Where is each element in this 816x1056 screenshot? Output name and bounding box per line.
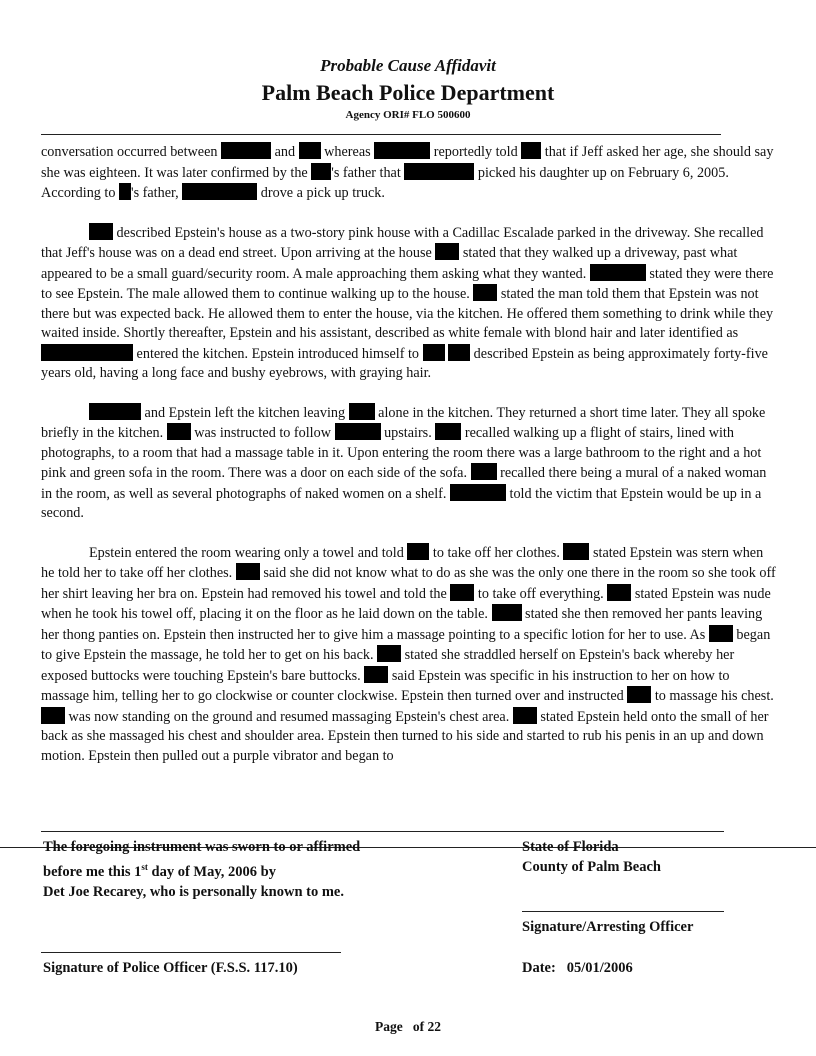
redaction-box [311, 163, 331, 180]
redaction-box [513, 707, 537, 724]
redaction-box [374, 142, 430, 159]
redaction-box [167, 423, 191, 440]
paragraph-2: described Epstein's house as a two-story pink house with a Cadillac Escalade parked in the driveway. She recalled that Jeff's house was on a dead end street. Upon arriving at the house stated that they walked up a driveway, past what appeared to be a small guard/security room. A male approaching them asking what they wanted. stated they were there to see Epstein. The male allowed them to continue walking up to the house. stated the man told them that Epstein was not there but was expected back. He allowed them to enter the house, via the kitchen. He offered them something to drink while they waited inside. Shortly thereafter, Epstein and his assistant, described as white female with blond hair and later identified as entered the kitchen. Epstein introduced himself to described Epstein as being approximately forty-five years old, having a long face and bushy eyebrows, with graying hair. [41, 224, 774, 381]
arresting-officer-label: Signature/Arresting Officer [522, 919, 694, 935]
paragraph-3: and Epstein left the kitchen leaving alone in the kitchen. They returned a short time later. They all spoke briefly in the kitchen. was instructed to follow upstairs. recalled walking up a flight of stairs, lined with photographs, to a room that had a massage table in it. Upon entering the room there was a large bathroom to the right and a hot pink and green sofa in the room. There was a door on each side of the sofa. recalled there being a mural of a naked woman in the room, as well as several photographs of naked women on a shelf. told the victim that Epstein would be up in a second. [41, 404, 767, 521]
oath-statement: The foregoing instrument was sworn to or affirmed before me this 1st day of May, 2006 by Det Joe Recarey, who is personally known to me. [43, 839, 361, 900]
redaction-box [448, 344, 470, 361]
redaction-box [607, 584, 631, 601]
paragraph-1: conversation occurred between and whereas reportedly told that if Jeff asked her age, she should say she was eighteen. It was later confirmed by the 's father that picked his daughter up on February 6, 2005. According to 's father, drove a pick up truck. [41, 144, 774, 201]
page-number: Page of 22 [375, 1019, 441, 1034]
redaction-box [407, 543, 429, 560]
redaction-box [627, 686, 651, 703]
redaction-box [221, 142, 271, 159]
redaction-box [182, 183, 257, 200]
agency-ori: Agency ORI# FLO 500600 [345, 109, 471, 121]
redaction-box [450, 484, 506, 501]
redaction-box [435, 423, 461, 440]
affidavit-body [41, 142, 776, 766]
date-label: Date: [522, 960, 556, 976]
redaction-box [364, 666, 388, 683]
redaction-box [563, 543, 589, 560]
redaction-box [423, 344, 445, 361]
redaction-box [492, 604, 522, 621]
arresting-signature-line [522, 911, 724, 912]
date-value: 05/01/2006 [566, 960, 633, 976]
redaction-box [41, 707, 65, 724]
redaction-box [119, 183, 131, 200]
redaction-box [435, 243, 459, 260]
redaction-box [709, 625, 733, 642]
footer-rule-top [41, 831, 724, 832]
jurisdiction [522, 837, 661, 877]
police-signature-line [41, 952, 341, 953]
police-officer-label: Signature of Police Officer (F.S.S. 117.10) [43, 960, 298, 976]
redaction-box [473, 284, 497, 301]
paragraph-4: Epstein entered the room wearing only a towel and told to take off her clothes. stated Epstein was stern when he told her to take off her clothes. said she did not know what to do as she was the only one there in the room so she took off her shirt leaving her bra on. Epstein had removed his towel and told the to take off everything. stated Epstein was nude when he took his towel off, placing it on the floor as he laid down on the table. stated she then removed her pants leaving her thong panties on. Epstein then instructed her to give him a massage pointing to a specific lotion for her to use. As began to give Epstein the massage, he told her to get on his back. stated she straddled herself on Epstein's back whereby her exposed buttocks were touching Epstein's bare buttocks. said Epstein was specific in his instruction to her on how to massage him, telling her to go clockwise or counter clockwise. Epstein then turned over and instructed to massage his chest. was now standing on the ground and resumed massaging Epstein's chest area. stated Epstein held onto the small of her back as she massaged his chest and shoulder area. Epstein then turned to his side and started to rub his penis in an up and down motion. Epstein then pulled out a purple vibrator and began to [41, 544, 776, 764]
redaction-box [236, 563, 260, 580]
redaction-box [377, 645, 401, 662]
redaction-box [349, 403, 375, 420]
county-label: County of Palm Beach [522, 859, 661, 875]
document-type: Probable Cause Affidavit [320, 56, 496, 75]
document-header [0, 56, 816, 122]
redaction-box [335, 423, 381, 440]
header-rule [41, 134, 721, 135]
redaction-box [89, 223, 113, 240]
redaction-box [89, 403, 141, 420]
redaction-box [299, 142, 321, 159]
redaction-box [41, 344, 133, 361]
redaction-box [404, 163, 474, 180]
redaction-box [450, 584, 474, 601]
redaction-box [521, 142, 541, 159]
redaction-box [471, 463, 497, 480]
department-name: Palm Beach Police Department [261, 80, 555, 105]
state-label: State of Florida [522, 839, 619, 855]
redaction-box [590, 264, 646, 281]
date-field [522, 958, 633, 978]
